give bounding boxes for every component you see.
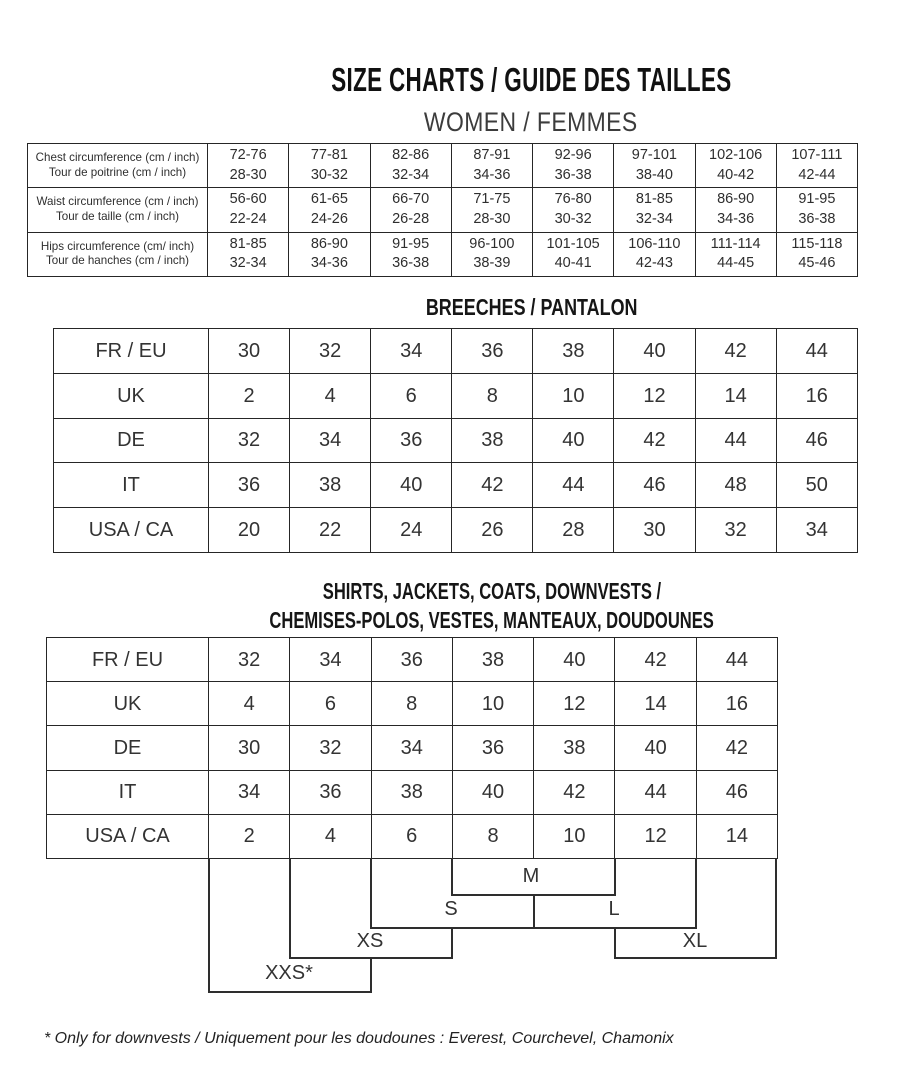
size-label-l: L [608, 898, 620, 920]
bracket-line [614, 957, 777, 959]
table-row [54, 463, 858, 508]
size-cell-line: 32 [319, 736, 342, 759]
size-cell-line: 36 [400, 648, 423, 671]
size-cell-line: 28-30 [229, 166, 267, 183]
size-cell-line: 30-32 [310, 166, 348, 183]
size-cell [695, 508, 776, 553]
shirts-section-title-line2: CHEMISES-POLOS, VESTES, MANTEAUX, DOUDOUNES [269, 607, 715, 633]
size-cell-line: 24-26 [310, 210, 348, 227]
row-header-line: DE [113, 736, 142, 759]
size-cell-line: 81-85 [635, 191, 673, 208]
bracket-line [533, 894, 535, 927]
size-cell [290, 682, 371, 726]
size-cell [614, 418, 695, 463]
size-cell-line: 22 [319, 519, 342, 542]
size-cell-line: 71-75 [473, 191, 511, 208]
bracket-line [289, 858, 291, 959]
size-cell [533, 188, 614, 232]
size-cell [776, 329, 857, 374]
size-cell-line: 16 [725, 692, 749, 715]
bracket-line [370, 957, 372, 993]
breeches-size-table [53, 328, 858, 553]
size-cell-line: 46 [725, 781, 749, 804]
size-cell-line: 77-81 [310, 147, 348, 164]
size-cell [695, 329, 776, 374]
size-cell-line: 50 [805, 474, 828, 497]
size-cell [696, 814, 777, 858]
size-cell-line: 44 [725, 648, 749, 671]
table-row [47, 682, 778, 726]
bracket-line [208, 858, 210, 993]
shirts-section-title-line1: SHIRTS, JACKETS, COATS, DOWNVESTS / [322, 578, 662, 604]
size-cell [371, 770, 452, 814]
row-header [54, 463, 209, 508]
size-cell-line: 6 [324, 692, 336, 715]
size-cell-line: 46 [805, 429, 828, 452]
size-cell-line: 40 [563, 648, 586, 671]
size-cell [290, 418, 371, 463]
row-header [47, 770, 209, 814]
size-cell-line: 34-36 [717, 210, 755, 227]
size-cell [371, 508, 452, 553]
size-cell-line: 38 [481, 429, 504, 452]
size-cell [208, 188, 289, 232]
size-cell-line: 44 [644, 781, 667, 804]
size-cell-line: 44 [805, 339, 828, 362]
size-cell-line: 8 [486, 384, 498, 407]
size-cell [209, 329, 290, 374]
size-cell [534, 814, 615, 858]
size-cell-line: 44 [724, 429, 747, 452]
size-cell-line: 10 [481, 692, 505, 715]
row-header [54, 373, 209, 418]
row-header-line: USA / CA [88, 519, 174, 542]
size-cell-line: 32-34 [392, 166, 430, 183]
size-cell [696, 682, 777, 726]
breeches-section-title-text: BREECHES / PANTALON [426, 294, 638, 320]
size-cell-line: 101-105 [546, 235, 600, 252]
size-cell-line: 38-39 [473, 255, 511, 272]
size-cell [776, 232, 857, 276]
size-cell-line: 32 [724, 519, 747, 542]
shirts-size-table [46, 637, 778, 859]
size-cell-line: 36 [481, 339, 504, 362]
size-cell-line: 40-41 [554, 255, 592, 272]
bracket-line [451, 894, 616, 896]
size-cell-line: 66-70 [392, 191, 430, 208]
size-cell-line: 6 [406, 825, 418, 848]
size-cell-line: 91-95 [798, 191, 836, 208]
size-cell-line: 96-100 [469, 235, 515, 252]
size-cell-line: 10 [562, 384, 585, 407]
size-cell-line: 40-42 [717, 166, 755, 183]
bracket-line [775, 858, 777, 959]
size-cell-line: 6 [405, 384, 417, 407]
size-cell [533, 463, 614, 508]
size-cell [533, 144, 614, 188]
row-header [28, 188, 208, 232]
size-cell-line: 61-65 [310, 191, 348, 208]
size-cell [776, 188, 857, 232]
size-cell [695, 188, 776, 232]
row-header [47, 726, 209, 770]
size-cell-line: 14 [725, 825, 749, 848]
size-cell [290, 329, 371, 374]
size-cell-line: 40 [481, 781, 505, 804]
size-cell-line: 28-30 [473, 210, 511, 227]
size-cell [452, 770, 533, 814]
size-cell-line: 107-111 [791, 147, 843, 164]
bracket-line [208, 991, 372, 993]
size-cell-line: 22-24 [229, 210, 267, 227]
size-cell-line: 4 [243, 692, 255, 715]
size-cell-line: 34 [238, 781, 261, 804]
size-cell-line: 40 [562, 429, 585, 452]
row-header [47, 682, 209, 726]
shirts-section-title [109, 577, 875, 635]
size-cell-line: 46 [643, 474, 666, 497]
size-cell [371, 418, 452, 463]
size-cell [696, 638, 777, 682]
row-header-line: DE [117, 429, 145, 452]
size-cell-line: 82-86 [392, 147, 430, 164]
size-cell-line: 12 [643, 384, 666, 407]
size-cell [451, 188, 532, 232]
size-cell [371, 638, 452, 682]
table-row [28, 144, 858, 188]
size-cell-line: 42 [643, 429, 666, 452]
size-cell [695, 373, 776, 418]
size-cell-line: 38 [319, 474, 342, 497]
page-title [148, 62, 914, 98]
size-cell [290, 770, 371, 814]
size-cell [776, 373, 857, 418]
size-label-xl: XL [682, 930, 708, 952]
size-cell [289, 144, 370, 188]
size-cell [776, 508, 857, 553]
size-cell-line: 56-60 [229, 191, 267, 208]
size-cell-line: 2 [243, 384, 255, 407]
size-cell-line: 42 [481, 474, 504, 497]
size-cell [209, 638, 290, 682]
size-cell-line: 32-34 [635, 210, 673, 227]
size-cell-line: 8 [406, 692, 418, 715]
size-cell [534, 770, 615, 814]
row-header [54, 508, 209, 553]
size-cell [695, 144, 776, 188]
size-cell [614, 232, 695, 276]
size-cell [452, 814, 533, 858]
size-cell [371, 373, 452, 418]
size-cell [776, 144, 857, 188]
row-header-line: Hips circumference (cm/ inch) [40, 239, 195, 253]
size-cell [290, 814, 371, 858]
bracket-line [451, 927, 453, 959]
row-header-line: UK [117, 384, 145, 407]
row-header [54, 329, 209, 374]
size-cell [776, 418, 857, 463]
size-cell [452, 682, 533, 726]
size-cell-line: 32 [237, 429, 261, 452]
size-cell-line: 30 [237, 339, 261, 362]
size-cell [614, 463, 695, 508]
size-cell [696, 726, 777, 770]
size-cell-line: 40 [643, 339, 666, 362]
table-row [28, 188, 858, 232]
size-cell [615, 682, 696, 726]
size-cell-line: 4 [324, 384, 336, 407]
size-cell [614, 508, 695, 553]
table-row [47, 726, 778, 770]
row-header-line: FR / EU [91, 648, 164, 671]
bracket-line [370, 858, 372, 927]
bracket-line [695, 858, 697, 927]
measurements-table [27, 143, 858, 277]
size-cell [370, 232, 451, 276]
row-header [28, 232, 208, 276]
size-cell [370, 144, 451, 188]
size-cell-line: 87-91 [473, 147, 511, 164]
size-cell-line: 92-96 [554, 147, 592, 164]
page-subtitle-text: WOMEN / FEMMES [424, 107, 638, 137]
footnote: * Only for downvests / Uniquement pour les doudounes : Everest, Courchevel, Chamonix [44, 1030, 674, 1047]
size-cell [534, 638, 615, 682]
size-cell-line: 34-36 [310, 255, 348, 272]
row-header [54, 418, 209, 463]
row-header-line: Tour de hanches (cm / inch) [45, 254, 190, 268]
size-cell [209, 418, 290, 463]
size-cell [452, 638, 533, 682]
size-cell [614, 144, 695, 188]
size-cell-line: 44-45 [717, 255, 755, 272]
size-cell-line: 34 [400, 339, 423, 362]
size-cell-line: 34 [319, 648, 342, 671]
size-cell-line: 115-118 [791, 235, 843, 252]
size-cell-line: 106-110 [628, 235, 681, 252]
size-cell [695, 418, 776, 463]
size-cell [452, 329, 533, 374]
size-label-xxs: XXS* [265, 962, 313, 984]
row-header [47, 638, 209, 682]
size-cell [452, 373, 533, 418]
row-header-line: IT [118, 781, 137, 804]
breeches-section-title [149, 295, 914, 320]
size-cell [371, 463, 452, 508]
size-cell-line: 42-44 [798, 166, 836, 183]
size-cell [776, 463, 857, 508]
size-cell-line: 36-38 [392, 255, 430, 272]
size-cell [615, 770, 696, 814]
bracket-line [614, 927, 616, 959]
size-cell [533, 232, 614, 276]
size-cell-line: 20 [237, 519, 261, 542]
size-cell-line: 8 [487, 825, 499, 848]
row-header-line: IT [122, 474, 140, 497]
size-cell [451, 232, 532, 276]
size-cell-line: 32 [319, 339, 342, 362]
size-cell-line: 48 [724, 474, 747, 497]
size-cell-line: 34 [400, 736, 423, 759]
size-cell [370, 188, 451, 232]
row-header-line: Tour de poitrine (cm / inch) [48, 165, 187, 179]
bracket-line [614, 858, 616, 894]
size-cell-line: 111-114 [710, 235, 761, 252]
size-cell [615, 638, 696, 682]
size-cell [452, 418, 533, 463]
size-cell [371, 814, 452, 858]
size-cell-line: 36 [481, 736, 505, 759]
bracket-line [451, 858, 453, 894]
size-cell-line: 86-90 [717, 191, 755, 208]
size-cell-line: 40 [400, 474, 423, 497]
size-cell-line: 26 [481, 519, 504, 542]
table-row [47, 638, 778, 682]
size-cell [209, 770, 290, 814]
size-cell-line: 32-34 [229, 255, 267, 272]
size-cell [534, 726, 615, 770]
size-cell [533, 373, 614, 418]
size-cell [614, 188, 695, 232]
table-row [54, 329, 858, 374]
size-cell [533, 329, 614, 374]
size-cell [695, 232, 776, 276]
size-cell-line: 16 [805, 384, 828, 407]
size-cell-line: 42-43 [635, 255, 673, 272]
row-header-line: Tour de taille (cm / inch) [55, 209, 180, 223]
size-cell-line: 32 [238, 648, 261, 671]
size-cell-line: 24 [400, 519, 423, 542]
size-cell [209, 508, 290, 553]
size-cell [290, 373, 371, 418]
size-cell [290, 638, 371, 682]
size-cell [290, 726, 371, 770]
size-cell-line: 42 [724, 339, 747, 362]
size-cell [695, 463, 776, 508]
size-cell [614, 373, 695, 418]
bracket-line [289, 957, 453, 959]
table-row [54, 373, 858, 418]
page-title-text: SIZE CHARTS / GUIDE DES TAILLES [330, 61, 732, 98]
size-cell [533, 418, 614, 463]
row-header-line: FR / EU [95, 339, 167, 362]
size-cell-line: 34 [319, 429, 342, 452]
size-cell [289, 188, 370, 232]
size-cell-line: 36 [237, 474, 261, 497]
row-header [47, 814, 209, 858]
size-cell-line: 42 [725, 736, 749, 759]
size-cell-line: 38 [562, 339, 585, 362]
size-cell-line: 34-36 [473, 166, 511, 183]
size-cell-line: 72-76 [229, 147, 267, 164]
table-row [47, 814, 778, 858]
size-cell-line: 30 [238, 736, 261, 759]
size-cell-line: 42 [563, 781, 586, 804]
size-cell-line: 45-46 [798, 255, 836, 272]
size-cell-line: 10 [563, 825, 586, 848]
size-cell-line: 81-85 [229, 235, 267, 252]
size-cell-line: 86-90 [310, 235, 348, 252]
size-cell [289, 232, 370, 276]
size-cell [371, 682, 452, 726]
size-cell-line: 102-106 [709, 147, 763, 164]
size-cell [696, 770, 777, 814]
size-cell-line: 42 [644, 648, 667, 671]
size-cell [209, 726, 290, 770]
size-cell-line: 38-40 [635, 166, 673, 183]
size-cell [533, 508, 614, 553]
page-subtitle [148, 107, 914, 137]
size-cell [452, 463, 533, 508]
size-cell [615, 726, 696, 770]
size-cell-line: 36 [319, 781, 342, 804]
row-header-line: USA / CA [85, 825, 170, 848]
size-cell-line: 38 [481, 648, 505, 671]
size-cell-line: 14 [644, 692, 667, 715]
size-cell [209, 814, 290, 858]
size-cell-line: 36 [400, 429, 423, 452]
row-header-line: Chest circumference (cm / inch) [35, 151, 200, 165]
size-cell [209, 682, 290, 726]
size-cell-line: 26-28 [392, 210, 430, 227]
table-row [28, 232, 858, 276]
size-cell-line: 4 [324, 825, 336, 848]
size-cell [209, 463, 290, 508]
size-cell [208, 232, 289, 276]
size-cell-line: 30 [643, 519, 666, 542]
size-cell-line: 40 [644, 736, 667, 759]
size-cell [371, 726, 452, 770]
size-cell-line: 91-95 [392, 235, 430, 252]
size-cell-line: 36-38 [798, 210, 836, 227]
size-cell-line: 28 [562, 519, 585, 542]
size-cell-line: 38 [400, 781, 423, 804]
size-cell-line: 76-80 [554, 191, 592, 208]
table-row [54, 508, 858, 553]
row-header [28, 144, 208, 188]
size-cell-line: 12 [644, 825, 667, 848]
size-cell-line: 97-101 [631, 147, 677, 164]
size-label-xs: XS [356, 930, 384, 952]
size-cell [452, 726, 533, 770]
size-cell [452, 508, 533, 553]
size-label-s: S [444, 898, 458, 920]
size-cell [614, 329, 695, 374]
size-cell [451, 144, 532, 188]
size-cell [209, 373, 290, 418]
size-cell [290, 463, 371, 508]
size-cell-line: 2 [243, 825, 255, 848]
size-label-m: M [522, 865, 540, 887]
size-cell-line: 14 [724, 384, 747, 407]
size-cell-line: 30-32 [554, 210, 592, 227]
row-header-line: Waist circumference (cm / inch) [36, 195, 199, 209]
size-cell-line: 38 [563, 736, 586, 759]
size-cell [290, 508, 371, 553]
size-cell [371, 329, 452, 374]
size-cell-line: 12 [563, 692, 586, 715]
size-cell [615, 814, 696, 858]
table-row [54, 418, 858, 463]
size-cell-line: 36-38 [554, 166, 592, 183]
row-header-line: UK [113, 692, 142, 715]
size-cell-line: 44 [562, 474, 585, 497]
size-cell-line: 34 [805, 519, 828, 542]
size-cell [208, 144, 289, 188]
size-cell [534, 682, 615, 726]
table-row [47, 770, 778, 814]
